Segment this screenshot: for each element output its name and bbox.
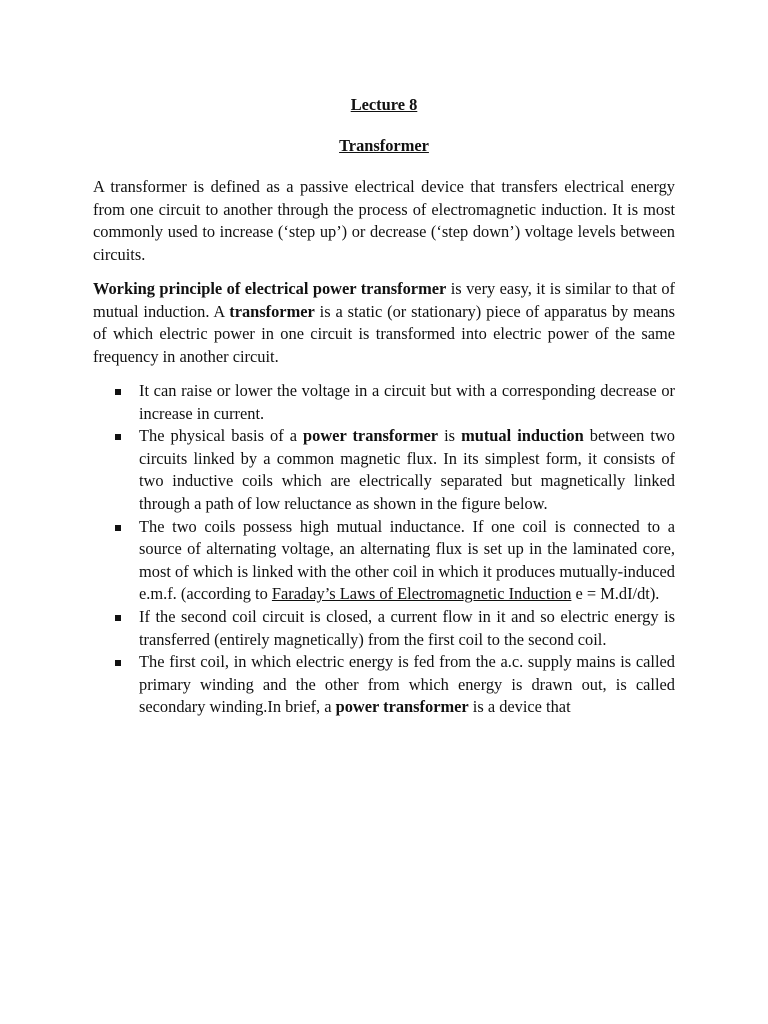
bullet-text: is: [438, 426, 462, 446]
bullet-text: The first coil, in which electric energy is fed from the a.c. supply mains is called primary winding and the other from which energy is drawn out, is called secondary winding.In brief, a: [139, 652, 675, 717]
bullet-text: The two coils possess high mutual inductance. If one coil is connected to a source of alternating voltage, an alternating flux is set up in the laminated core, most of which is linked with the other coil in which it produces mutually-induced e.m.f. (according to: [139, 516, 675, 604]
bullet-text: e = M.dI/dt).: [571, 584, 660, 604]
page-title: Transformer: [339, 136, 429, 155]
intro-paragraph-text: A transformer is defined as a passive electrical device that transfers electrical energy from one circuit to another through the process of electromagnetic induction. It is most commonly used to increase (‘step up’) or decrease (‘step down’) voltage levels between circuits.: [93, 177, 675, 264]
bullet-list: [93, 380, 675, 719]
working-principle-text-1: is very easy, it is similar to that of mutual induction. A: [93, 279, 675, 321]
intro-paragraph: [93, 176, 675, 266]
square-bullet-icon: [115, 660, 121, 666]
bullet-bold: mutual induction: [461, 426, 584, 446]
working-principle-bold: Working principle of electrical power transformer: [93, 279, 447, 298]
list-item: [93, 651, 675, 719]
working-principle-text-2: is a static (or stationary) piece of apparatus by means of which electric power in one circuit is transformed into electric power of the same frequency in another circuit.: [93, 301, 675, 366]
bullet-text: between two circuits linked by a common magnetic flux. In its simplest form, it consists of two inductive coils which are electrically separated but magnetically linked through a path of low reluctance as shown in the figure below.: [139, 426, 675, 513]
working-principle-paragraph: [93, 278, 675, 368]
faradays-laws-link[interactable]: Faraday’s Laws of Electromagnetic Induction: [271, 584, 572, 604]
bullet-text: is a device that: [468, 697, 571, 717]
list-item: [93, 516, 675, 606]
square-bullet-icon: [115, 434, 121, 440]
bullet-text: It can raise or lower the voltage in a circuit but with a corresponding decrease or increase in current.: [139, 381, 675, 423]
bullet-text: The physical basis of a: [139, 426, 304, 446]
transformer-bold: transformer: [229, 301, 315, 321]
list-item: [93, 425, 675, 515]
list-item: [93, 606, 675, 651]
bullet-bold: power transformer: [303, 426, 439, 446]
square-bullet-icon: [115, 389, 121, 395]
bullet-bold: power transformer: [335, 697, 469, 717]
square-bullet-icon: [115, 615, 121, 621]
list-item: [93, 380, 675, 425]
square-bullet-icon: [115, 525, 121, 531]
bullet-text: If the second coil circuit is closed, a current flow in it and so electric energy is transferred (entirely magnetically) from the first coil to the second coil.: [139, 606, 675, 649]
lecture-heading: Lecture 8: [350, 95, 418, 114]
